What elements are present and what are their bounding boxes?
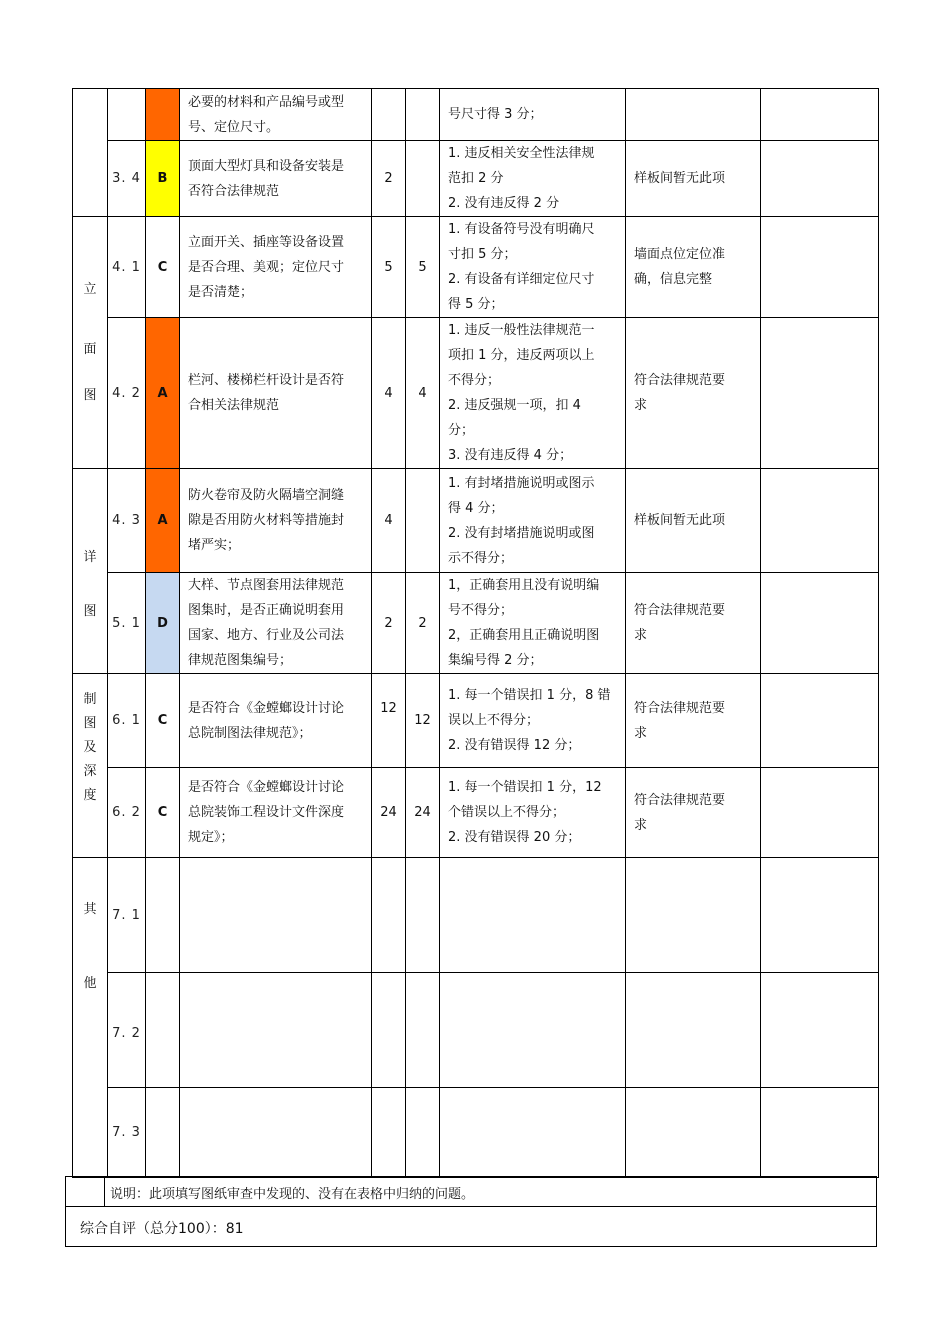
self-remark — [626, 318, 761, 469]
item-number: 4. 2 — [108, 318, 146, 469]
check-item — [180, 858, 372, 973]
self-score — [406, 469, 440, 573]
self-score — [406, 1088, 440, 1178]
text-line: 否符合法律规范 — [188, 183, 280, 199]
review-remark — [761, 217, 879, 318]
table-row — [73, 217, 879, 318]
review-remark — [761, 1088, 879, 1178]
section-char: 制 — [83, 691, 97, 707]
text-line: 国家、地方、行业及公司法 — [188, 628, 345, 643]
scoring-rule — [440, 768, 626, 858]
review-remark — [761, 858, 879, 973]
item-number: 7. 1 — [108, 858, 146, 973]
text-line: 必要的材料和产品编号或型 — [188, 94, 345, 110]
divider — [104, 1177, 105, 1206]
full-score: 5 — [372, 217, 406, 318]
check-item — [180, 973, 372, 1088]
table-row — [73, 1088, 879, 1178]
text-line: 求 — [634, 628, 648, 643]
grade-cell — [146, 89, 180, 141]
text-line: 号不得分； — [448, 603, 514, 618]
footer-total-row — [65, 1207, 877, 1247]
text-line: 图集时，是否正确说明套用 — [188, 603, 345, 618]
text-line: 合相关法律规范 — [188, 398, 280, 413]
text-line: 1. 每一个错误扣 1 分，8 错 — [448, 688, 611, 703]
text-line: 总院装饰工程设计文件深度 — [188, 805, 345, 820]
scoring-rule — [440, 573, 626, 674]
section-char: 度 — [83, 787, 97, 803]
text-line: 墙面点位定位准 — [634, 247, 726, 262]
table-row — [73, 141, 879, 217]
self-remark — [626, 768, 761, 858]
self-score: 12 — [406, 674, 440, 768]
self-score — [406, 89, 440, 141]
self-score: 2 — [406, 573, 440, 674]
text-line: 1. 违反相关安全性法律规 — [448, 146, 595, 161]
check-item — [180, 674, 372, 768]
item-number — [108, 89, 146, 141]
self-remark — [626, 89, 761, 141]
section-char: 深 — [83, 763, 97, 779]
section-char: 他 — [83, 976, 97, 991]
review-table — [72, 88, 879, 1178]
grade-cell: A — [146, 318, 180, 469]
item-number: 4. 3 — [108, 469, 146, 573]
item-number: 5. 1 — [108, 573, 146, 674]
text-line: 2. 有设备有详细定位尺寸 — [448, 272, 595, 287]
self-remark — [626, 674, 761, 768]
text-line: 示不得分； — [448, 550, 514, 566]
check-item — [180, 217, 372, 318]
text-line: 确，信息完整 — [634, 272, 713, 287]
table-row — [73, 973, 879, 1088]
text-line: 求 — [634, 725, 648, 741]
self-remark — [626, 469, 761, 573]
text-line: 2. 没有错误得 12 分； — [448, 738, 581, 753]
self-remark — [626, 141, 761, 217]
text-line: 1. 违反一般性法律规范一 — [448, 323, 595, 338]
text-line: 是否符合《金螳螂设计讨论 — [188, 780, 345, 795]
item-number: 6. 1 — [108, 674, 146, 768]
text-line: 1. 每一个错误扣 1 分，12 — [448, 780, 602, 795]
text-line: 样板间暂无此项 — [634, 171, 726, 186]
self-evaluation-total: 综合自评（总分100）：81 — [80, 1221, 244, 1237]
self-remark — [626, 858, 761, 973]
table-row — [73, 573, 879, 674]
section-char: 立 — [83, 281, 97, 297]
check-item — [180, 1088, 372, 1178]
item-number: 7. 3 — [108, 1088, 146, 1178]
self-score: 5 — [406, 217, 440, 318]
item-number: 3. 4 — [108, 141, 146, 217]
section-char: 面 — [83, 341, 97, 357]
full-score: 4 — [372, 318, 406, 469]
text-line: 得 5 分； — [448, 297, 504, 312]
text-line: 顶面大型灯具和设备安装是 — [188, 158, 345, 174]
table-row — [73, 318, 879, 469]
scoring-rule — [440, 318, 626, 469]
text-line: 得 4 分； — [448, 500, 504, 516]
full-score — [372, 1088, 406, 1178]
text-line: 号尺寸得 3 分； — [448, 107, 543, 122]
full-score: 4 — [372, 469, 406, 573]
text-line: 总院制图法律规范》； — [188, 725, 312, 741]
grade-cell: C — [146, 674, 180, 768]
full-score — [372, 858, 406, 973]
review-remark — [761, 768, 879, 858]
self-score — [406, 973, 440, 1088]
section-detail — [73, 469, 108, 674]
text-line: 堵严实； — [188, 538, 241, 553]
section-elevation — [73, 217, 108, 469]
footer-note: 说明：此项填写图纸审查中发现的、没有在表格中归纳的问题。 — [110, 1187, 475, 1202]
review-remark — [761, 318, 879, 469]
grade-cell — [146, 1088, 180, 1178]
text-line: 个错误以上不得分； — [448, 805, 566, 820]
text-line: 不得分； — [448, 373, 501, 388]
full-score — [372, 973, 406, 1088]
text-line: 样板间暂无此项 — [634, 513, 726, 528]
review-remark — [761, 89, 879, 141]
text-line: 律规范图集编号； — [188, 653, 293, 668]
text-line: 寸扣 5 分； — [448, 247, 517, 262]
review-remark — [761, 973, 879, 1088]
self-score: 24 — [406, 768, 440, 858]
section-char: 图 — [83, 387, 97, 403]
table-row — [73, 89, 879, 141]
text-line: 集编号得 2 分； — [448, 653, 543, 668]
text-line: 规定》； — [188, 830, 234, 845]
scoring-rule — [440, 1088, 626, 1178]
check-item — [180, 469, 372, 573]
self-remark — [626, 973, 761, 1088]
self-remark — [626, 1088, 761, 1178]
text-line: 符合法律规范要 — [634, 792, 726, 808]
table-row — [73, 768, 879, 858]
check-item — [180, 318, 372, 469]
text-line: 1. 有封堵措施说明或图示 — [448, 475, 595, 491]
scoring-rule — [440, 973, 626, 1088]
text-line: 2. 没有违反得 2 分 — [448, 196, 560, 211]
item-number: 7. 2 — [108, 973, 146, 1088]
section-char: 图 — [83, 604, 97, 619]
text-line: 符合法律规范要 — [634, 603, 726, 618]
section-other — [73, 858, 108, 1178]
review-remark — [761, 573, 879, 674]
item-number: 6. 2 — [108, 768, 146, 858]
full-score — [372, 89, 406, 141]
section-char: 及 — [83, 739, 97, 755]
text-line: 符合法律规范要 — [634, 700, 726, 716]
text-line: 立面开关、插座等设备设置 — [188, 234, 345, 250]
item-number: 4. 1 — [108, 217, 146, 318]
self-score: 4 — [406, 318, 440, 469]
scoring-rule — [440, 141, 626, 217]
text-line: 2，正确套用且正确说明图 — [448, 628, 600, 643]
scoring-rule — [440, 217, 626, 318]
review-remark — [761, 141, 879, 217]
text-line: 栏河、楼梯栏杆设计是否符 — [188, 373, 345, 388]
check-item — [180, 768, 372, 858]
full-score: 2 — [372, 573, 406, 674]
text-line: 防火卷帘及防火隔墙空洞缝 — [188, 488, 345, 503]
text-line: 1. 有设备符号没有明确尺 — [448, 222, 595, 237]
text-line: 符合法律规范要 — [634, 373, 726, 388]
grade-cell — [146, 858, 180, 973]
text-line: 是否合理、美观；定位尺寸 — [188, 259, 345, 275]
grade-cell: D — [146, 573, 180, 674]
table-row — [73, 674, 879, 768]
self-remark — [626, 573, 761, 674]
full-score: 12 — [372, 674, 406, 768]
self-remark — [626, 217, 761, 318]
grade-cell: C — [146, 217, 180, 318]
text-line: 2. 违反强规一项，扣 4 — [448, 398, 581, 413]
grade-cell — [146, 973, 180, 1088]
text-line: 分； — [448, 423, 475, 438]
text-line: 隙是否用防火材料等措施封 — [188, 513, 345, 528]
review-remark — [761, 674, 879, 768]
text-line: 是否清楚； — [188, 284, 254, 300]
full-score: 24 — [372, 768, 406, 858]
footer-note-row — [65, 1176, 877, 1207]
section-char: 详 — [83, 550, 97, 565]
scoring-rule — [440, 674, 626, 768]
check-item — [180, 141, 372, 217]
text-line: 范扣 2 分 — [448, 171, 504, 186]
self-score — [406, 141, 440, 217]
scoring-rule — [440, 858, 626, 973]
full-score: 2 — [372, 141, 406, 217]
text-line: 误以上不得分； — [448, 713, 540, 728]
text-line: 大样、节点图套用法律规范 — [188, 578, 345, 593]
section-drafting — [73, 674, 108, 858]
text-line: 求 — [634, 817, 648, 833]
scoring-rule — [440, 469, 626, 573]
table-row — [73, 858, 879, 973]
check-item — [180, 573, 372, 674]
grade-cell: B — [146, 141, 180, 217]
table-row — [73, 469, 879, 573]
text-line: 是否符合《金螳螂设计讨论 — [188, 700, 345, 716]
text-line: 项扣 1 分，违反两项以上 — [448, 348, 595, 363]
section-char: 其 — [83, 902, 97, 917]
grade-cell: C — [146, 768, 180, 858]
check-item — [180, 89, 372, 141]
section-cell-ceiling — [73, 89, 108, 217]
grade-cell: A — [146, 469, 180, 573]
self-score — [406, 858, 440, 973]
text-line: 1，正确套用且没有说明编 — [448, 578, 600, 593]
text-line: 3. 没有违反得 4 分； — [448, 448, 573, 463]
review-remark — [761, 469, 879, 573]
text-line: 2. 没有错误得 20 分； — [448, 830, 581, 845]
text-line: 号、定位尺寸。 — [188, 119, 280, 135]
text-line: 2. 没有封堵措施说明或图 — [448, 525, 595, 541]
text-line: 求 — [634, 398, 648, 413]
section-char: 图 — [83, 715, 97, 731]
scoring-rule — [440, 89, 626, 141]
